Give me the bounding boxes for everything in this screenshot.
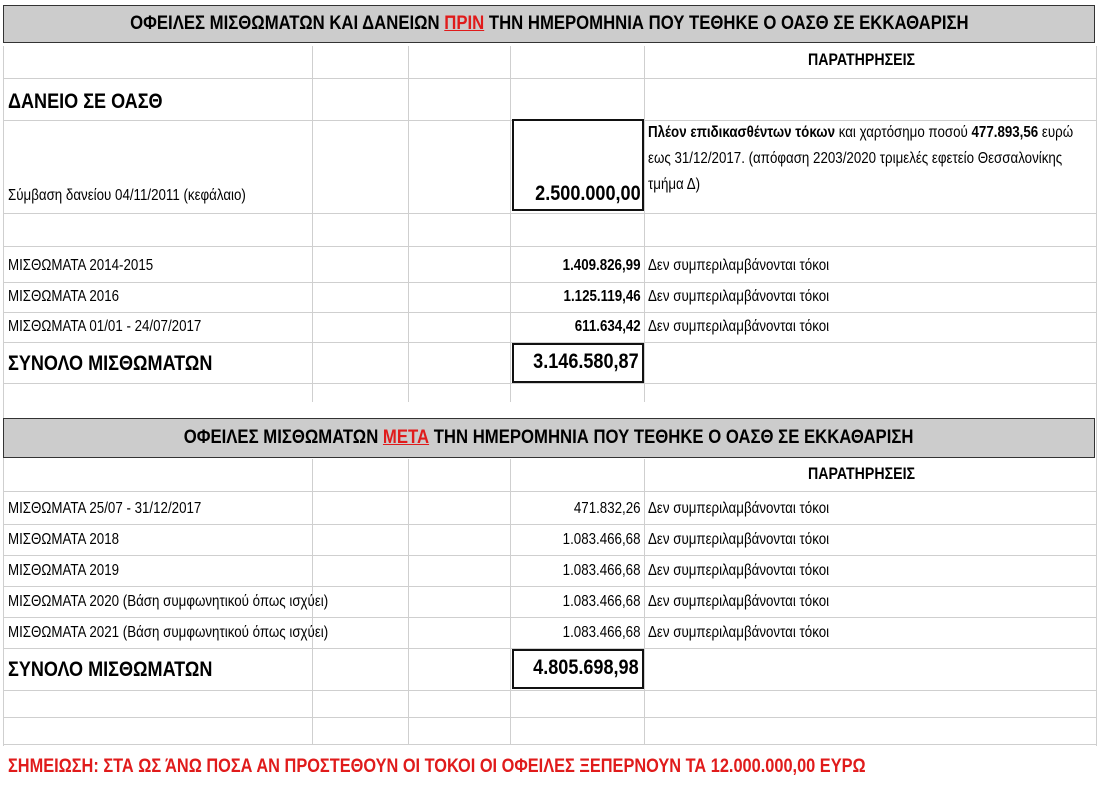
remarks-header: ΠΑΡΑΤΗΡΗΣΕΙΣ [808,51,916,69]
table-row-amount: 1.083.466,68 [563,562,641,579]
grid-row-line [3,383,1097,384]
loan-remark-bold: Πλέον επιδικασθέντων τόκων [648,124,835,141]
grid-row-line [3,246,1097,247]
grid-row-line [3,282,1097,283]
grid-row-line [3,78,1097,79]
table-row-amount: 1.125.119,46 [563,288,641,305]
grid-row-line [3,744,1097,745]
table-row-remark: Δεν συμπεριλαμβάνονται τόκοι [648,288,830,305]
grid-row-line [3,312,1097,313]
banner-title-after: ΤΗΝ ΗΜΕΡΟΜΗΝΙΑ ΠΟΥ ΤΕΘΗΚΕ Ο ΟΑΣΘ ΣΕ ΕΚΚΑΘΑΡΙΣΗ [429,427,914,448]
table-row-remark: Δεν συμπεριλαμβάνονται τόκοι [648,531,830,548]
loan-remark-amount: 477.893,56 [971,124,1039,141]
table-row-label: ΜΙΣΘΩΜΑΤΑ 2019 [8,562,120,579]
loan-label: Σύμβαση δανείου 04/11/2011 (κεφάλαιο) [8,187,246,204]
table-row-label: ΜΙΣΘΩΜΑΤΑ 2020 (Βάση συμφωνητικού όπως ισχύει) [8,593,329,610]
total-amount: 3.146.580,87 [533,350,639,373]
table-row-amount: 1.083.466,68 [563,593,641,610]
table-row-amount: 1.083.466,68 [563,624,641,641]
total-label: ΣΥΝΟΛΟ ΜΙΣΘΩΜΑΤΩΝ [8,658,213,681]
grid-col-line [408,46,409,402]
banner-title-after: ΤΗΝ ΗΜΕΡΟΜΗΝΙΑ ΠΟΥ ΤΕΘΗΚΕ Ο ΟΑΣΘ ΣΕ ΕΚΚΑΘΑΡΙΣΗ [483,13,969,34]
table-row-label: ΜΙΣΘΩΜΑΤΑ 2014-2015 [8,257,154,274]
total-amount: 4.805.698,98 [533,656,639,679]
grid-col-line [510,459,511,744]
grid-col-line [1096,46,1097,746]
remarks-header: ΠΑΡΑΤΗΡΗΣΕΙΣ [808,465,916,483]
loan-amount: 2.500.000,00 [535,182,641,205]
banner-title-before: ΟΦΕΙΛΕΣ ΜΙΣΘΩΜΑΤΩΝ ΚΑΙ ΔΑΝΕΙΩΝ [129,13,444,34]
table-row-amount: 611.634,42 [575,318,641,335]
table-row-remark: Δεν συμπεριλαμβάνονται τόκοι [648,624,830,641]
total-label: ΣΥΝΟΛΟ ΜΙΣΘΩΜΑΤΩΝ [8,352,213,375]
grid-row-line [3,586,1097,587]
grid-row-line [3,690,1097,691]
grid-row-line [3,617,1097,618]
table-row-amount: 1.409.826,99 [563,257,641,274]
table-row-label: ΜΙΣΘΩΜΑΤΑ 01/01 - 24/07/2017 [8,318,202,335]
banner-title-before: ΟΦΕΙΛΕΣ ΜΙΣΘΩΜΑΤΩΝ [184,427,384,448]
banner-title-accent: ΠΡΙΝ [443,13,484,34]
banner-title-accent: ΜΕΤΑ [383,427,430,448]
table-row-amount: 1.083.466,68 [563,531,641,548]
footer-note: ΣΗΜΕΙΩΣΗ: ΣΤΑ ΩΣ ΆΝΩ ΠΟΣΑ ΑΝ ΠΡΟΣΤΕΘΟΥΝ ΟΙ ΤΟΚΟΙ ΟΙ ΟΦΕΙΛΕΣ ΞΕΠΕΡΝΟΥΝ ΤΑ 12.000.000,00 ΕΥΡΩ [8,756,866,777]
grid-row-line [3,524,1097,525]
grid-col-line [312,46,313,402]
loan-remark [648,120,1093,198]
loan-heading: ΔΑΝΕΙΟ ΣΕ ΟΑΣΘ [8,90,163,113]
table-row-remark: Δεν συμπεριλαμβάνονται τόκοι [648,562,830,579]
table-row-remark: Δεν συμπεριλαμβάνονται τόκοι [648,318,830,335]
section-before-banner [3,5,1095,43]
section-after-banner [3,418,1095,458]
grid-col-line [408,459,409,744]
grid-col-line [644,459,645,744]
table-row-amount: 471.832,26 [574,500,641,517]
table-row-label: ΜΙΣΘΩΜΑΤΑ 2021 (Βάση συμφωνητικού όπως ισχύει) [8,624,329,641]
table-row-remark: Δεν συμπεριλαμβάνονται τόκοι [648,500,830,517]
grid-row-line [3,555,1097,556]
table-row-remark: Δεν συμπεριλαμβάνονται τόκοι [648,257,830,274]
loan-remark-mid: και χαρτόσημο ποσού [834,124,972,141]
grid-row-line [3,213,1097,214]
table-row-label: ΜΙΣΘΩΜΑΤΑ 25/07 - 31/12/2017 [8,500,202,517]
grid-col-line [510,46,511,402]
grid-col-line [3,46,4,746]
loan-remark-rest: ευρώ εως 31/12/2017. (απόφαση 2203/2020 τριμελές εφετείο Θεσσαλονίκης τμήμα Δ) [648,124,1074,193]
table-row-label: ΜΙΣΘΩΜΑΤΑ 2018 [8,531,120,548]
grid-row-line [3,491,1097,492]
grid-col-line [644,46,645,402]
grid-row-line [3,717,1097,718]
table-row-remark: Δεν συμπεριλαμβάνονται τόκοι [648,593,830,610]
table-row-label: ΜΙΣΘΩΜΑΤΑ 2016 [8,288,120,305]
